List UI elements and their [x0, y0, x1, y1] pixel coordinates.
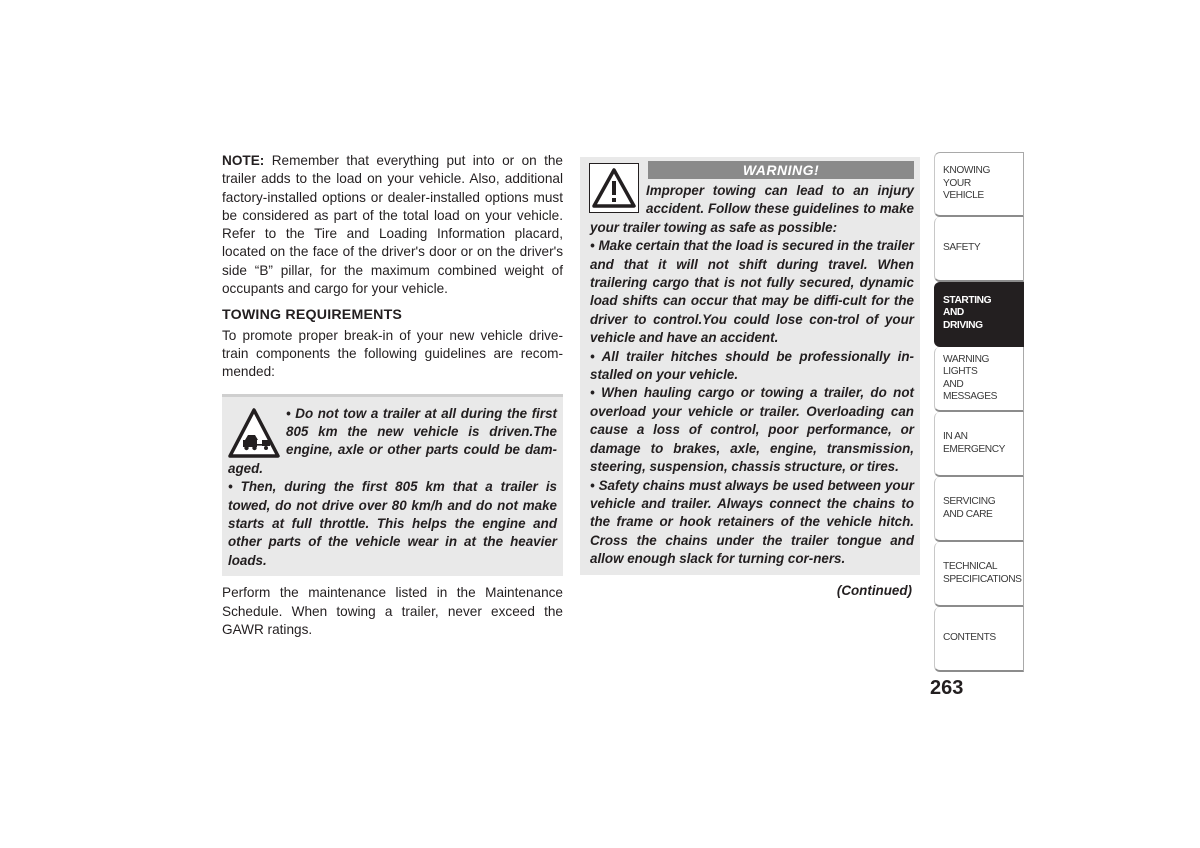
- tab-label: CONTENTS: [943, 632, 996, 644]
- tab-in-an-emergency[interactable]: [934, 412, 1024, 477]
- note-text: Remember that everything put into or on the trailer adds to the load on your vehicle. Also, additional factory-installed options or dealer-installed options must be considered as part of the total load on your vehicle. Refer to the Tire and Loading Information placard, located on the face of the driver's door or on the driver's side “B” pillar, for the maximum combined weight of occupants and cargo for your vehicle.: [222, 153, 563, 297]
- note-label: NOTE:: [222, 153, 265, 168]
- tab-label: KNOWING YOUR VEHICLE: [943, 165, 991, 202]
- caution-item-2: • Then, during the first 805 km that a trailer is towed, do not drive over 80 km/h and do not make starts at full throttle. This helps the engine and other parts of the vehicle wear in at the heavier loads.: [228, 479, 557, 568]
- right-column: [580, 157, 920, 598]
- tab-technical-specifications[interactable]: [934, 542, 1024, 607]
- tab-safety[interactable]: [934, 217, 1024, 282]
- caution-item-1: • Do not tow a trailer at all during the first 805 km the new vehicle is driven.The engine, axle or other parts could be dam-aged.: [228, 405, 557, 476]
- tab-knowing-your-vehicle[interactable]: [934, 152, 1024, 217]
- note-paragraph: [222, 152, 563, 298]
- trailer-caution-icon: [228, 407, 280, 459]
- caution-box: [222, 394, 563, 577]
- after-paragraph: Perform the maintenance listed in the Maintenance Schedule. When towing a trailer, never exceed the GAWR ratings.: [222, 585, 563, 637]
- tab-warning-lights-and-messages[interactable]: [934, 347, 1024, 412]
- continued-label: (Continued): [836, 582, 912, 598]
- tab-contents[interactable]: [934, 607, 1024, 672]
- warning-title: WARNING!: [648, 161, 914, 179]
- warning-intro: Improper towing can lead to an injury accident. Follow these guidelines to make your trailer towing as safe as possible:: [590, 183, 914, 235]
- tab-label: SERVICING AND CARE: [943, 496, 996, 520]
- tab-starting-and-driving[interactable]: [934, 282, 1024, 347]
- warning-box: [580, 157, 920, 575]
- tab-label: WARNING LIGHTS AND MESSAGES: [943, 353, 997, 402]
- warning-bullet-2: • All trailer hitches should be professionally in-stalled on your vehicle.: [590, 348, 914, 383]
- chapter-tabs: [934, 152, 1024, 672]
- left-column: [222, 152, 563, 639]
- tab-label: IN AN EMERGENCY: [943, 431, 1006, 455]
- warning-bullet-4: • Safety chains must always be used between your vehicle and trailer. Always connect the chains to the frame or hook retainers of the vehicle hitch. Cross the chains under the trailer tongue and allow enough slack for turning cor-ners.: [590, 477, 914, 567]
- tab-label: STARTING AND DRIVING: [943, 294, 992, 331]
- tab-label: SAFETY: [943, 242, 981, 254]
- section-heading: TOWING REQUIREMENTS: [222, 307, 403, 324]
- intro-paragraph: To promote proper break-in of your new vehicle drive-train components the following guidelines are recom-mended:: [222, 327, 563, 380]
- tab-label: TECHNICAL SPECIFICATIONS: [943, 561, 1022, 585]
- warning-bullet-3: • When hauling cargo or towing a trailer, do not overload your vehicle or trailer. Overloading can cause a loss of control, poor performance, or damage to brakes, axle, engine, transmission, steering, suspension, chassis structure, or tires.: [590, 385, 914, 475]
- page-number: 263: [930, 677, 964, 699]
- tab-servicing-and-care[interactable]: [934, 477, 1024, 542]
- warning-bullet-1: • Make certain that the load is secured in the trailer and that it will not shift during travel. When trailering cargo that is not fully secured, dynamic load shifts can occur that may be diffi-cult for the driver to control.You could lose con-trol of your vehicle and have an accident.: [590, 238, 914, 346]
- warning-triangle-icon: [589, 163, 639, 213]
